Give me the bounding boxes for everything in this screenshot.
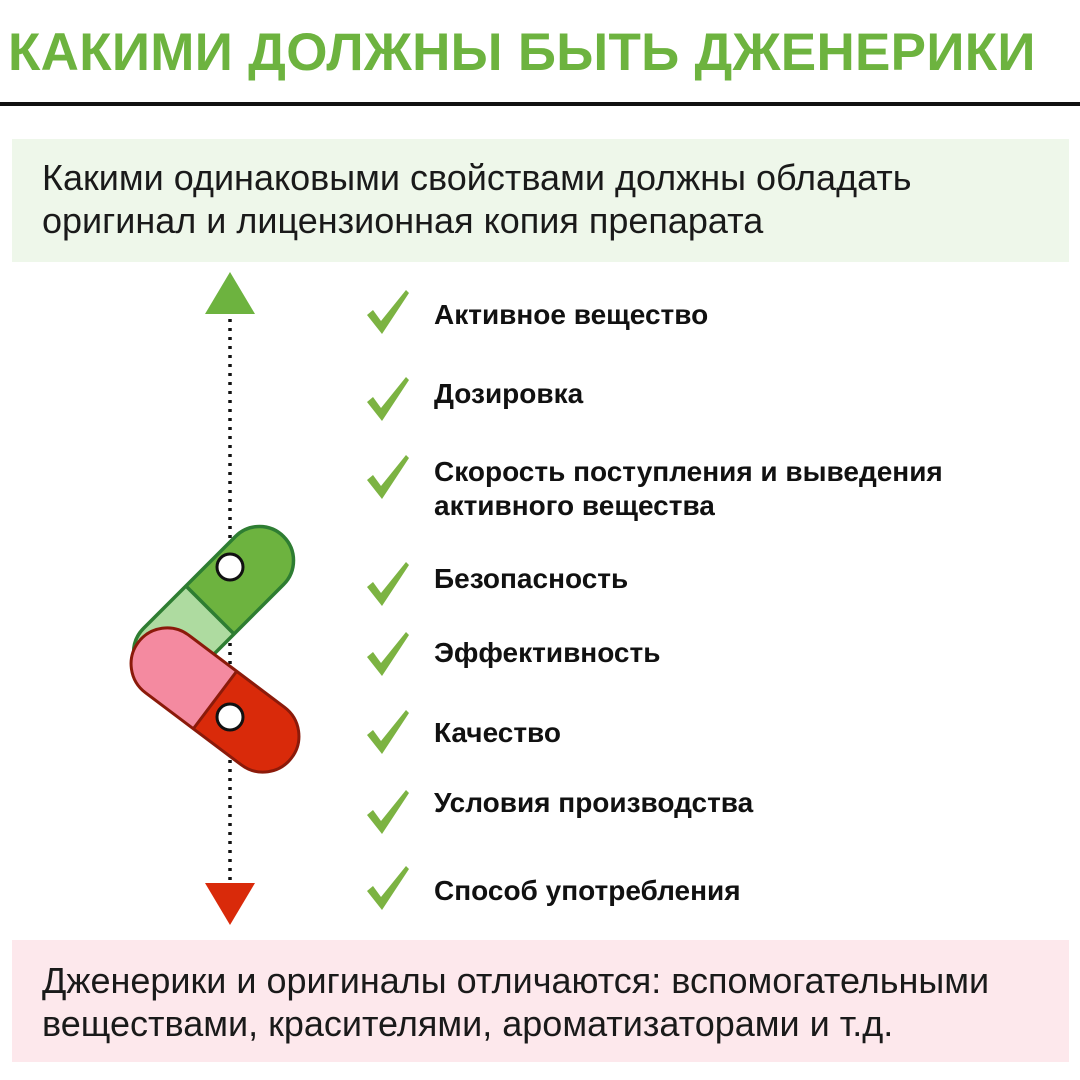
shared-properties-text-line-2: оригинал и лицензионная копия препарата bbox=[42, 200, 764, 241]
property-label bbox=[434, 562, 628, 596]
differences-box bbox=[12, 940, 1069, 1062]
property-label-line: активного вещества bbox=[434, 490, 715, 521]
property-label bbox=[434, 298, 708, 332]
page-title: КАКИМИ ДОЛЖНЫ БЫТЬ ДЖЕНЕРИКИ bbox=[8, 23, 1036, 82]
property-label-line: Условия производства bbox=[434, 787, 754, 818]
connector-node-bottom bbox=[217, 704, 243, 730]
property-label-line: Эффективность bbox=[434, 637, 661, 668]
check-icon bbox=[366, 562, 410, 606]
arrow-down-icon bbox=[205, 883, 255, 925]
property-label bbox=[434, 874, 741, 908]
arrow-up-icon bbox=[205, 272, 255, 314]
property-label-line: Скорость поступления и выведения bbox=[434, 456, 943, 487]
property-label bbox=[434, 455, 943, 523]
check-icon bbox=[366, 710, 410, 754]
property-label-line: Дозировка bbox=[434, 378, 584, 409]
check-icon bbox=[366, 455, 410, 499]
property-label-line: Способ употребления bbox=[434, 875, 741, 906]
property-label-line: Безопасность bbox=[434, 563, 629, 594]
property-label bbox=[434, 377, 583, 411]
property-label bbox=[434, 786, 753, 820]
property-label bbox=[434, 636, 660, 670]
check-icon bbox=[366, 790, 410, 834]
check-icon bbox=[366, 632, 410, 676]
property-label-line: Активное вещество bbox=[434, 299, 709, 330]
property-label-line: Качество bbox=[434, 717, 561, 748]
check-icon bbox=[366, 290, 410, 334]
differences-text-line-2: веществами, красителями, ароматизаторами и т.д. bbox=[42, 1003, 894, 1044]
check-icon bbox=[366, 866, 410, 910]
property-label bbox=[434, 716, 561, 750]
check-icon bbox=[366, 377, 410, 421]
differences-text-line-1: Дженерики и оригиналы отличаются: вспомогательными bbox=[42, 960, 990, 1001]
shared-properties-text-line-1: Какими одинаковыми свойствами должны обладать bbox=[42, 157, 912, 198]
connector-node-top bbox=[217, 554, 243, 580]
